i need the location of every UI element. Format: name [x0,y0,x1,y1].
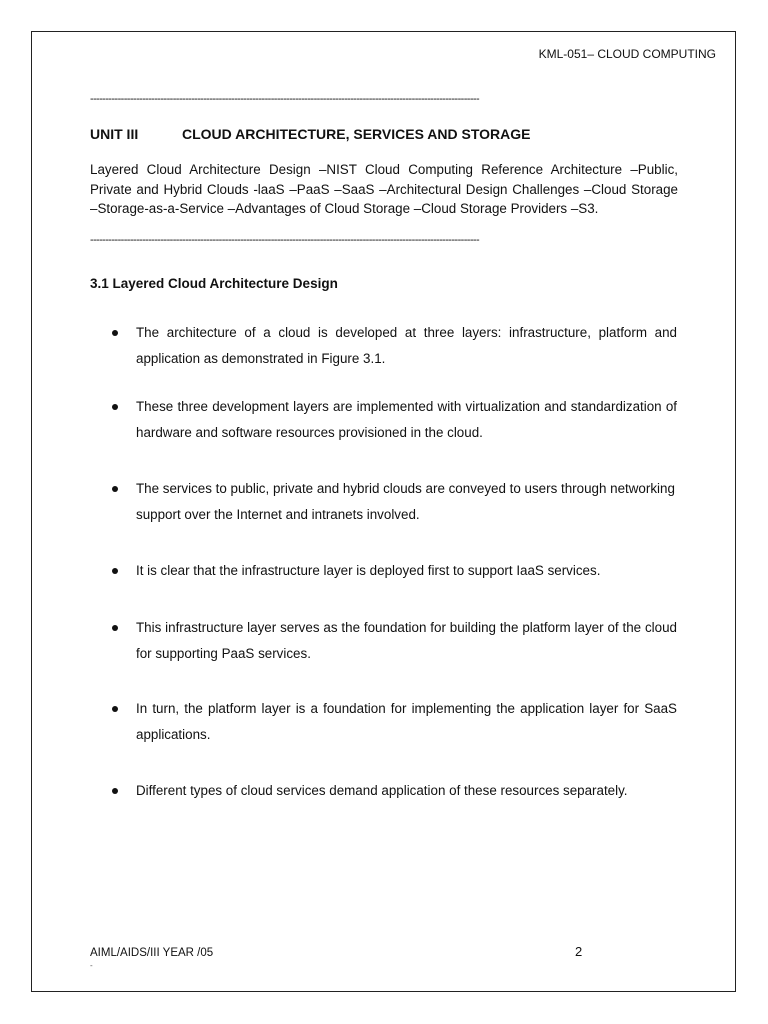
bullet-text: These three development layers are implemented with virtualization and standardization of hardware and software resources provisioned in the cloud. [136,399,677,440]
unit-syllabus: Layered Cloud Architecture Design –NIST Cloud Computing Reference Architecture –Public, Private and Hybrid Clouds -laaS –PaaS –SaaS –Architectural Design Challenges –Cloud Storage –Storage-as-a-Service –Advantages of Cloud Storage –Cloud Storage Providers –S3. [90,162,678,216]
footer-course-info [90,947,214,970]
list-item [112,320,677,371]
bullet-dot-icon [112,568,118,574]
bullet-text: The services to public, private and hybrid clouds are conveyed to users through networking support over the Internet and intranets involved. [136,481,675,522]
list-item [112,394,677,445]
bullet-dot-icon [112,625,118,631]
list-item [112,615,677,666]
bottom-divider: ------------------------------------------------------------------------------------------------------------------------------- [90,234,480,246]
list-item [112,558,677,584]
unit-title: CLOUD ARCHITECTURE, SERVICES AND STORAGE [182,126,531,142]
bullet-text: It is clear that the infrastructure layer is deployed first to support IaaS services. [136,563,601,578]
unit-heading [90,126,530,142]
bullet-text: Different types of cloud services demand application of these resources separately. [136,783,628,798]
list-item [112,696,677,747]
bullet-dot-icon [112,486,118,492]
footer-text: AIML/AIDS/III YEAR /05 [90,947,214,959]
bullet-text: In turn, the platform layer is a foundation for implementing the application layer for SaaS applications. [136,701,677,742]
list-item [112,476,677,527]
bullet-dot-icon [112,404,118,410]
top-divider: ------------------------------------------------------------------------------------------------------------------------------- [90,93,480,105]
bullet-dot-icon [112,706,118,712]
bullet-text: The architecture of a cloud is developed at three layers: infrastructure, platform and application as demonstrated in Figure 3.1. [136,325,677,366]
page-number: 2 [575,944,583,959]
bullet-text: This infrastructure layer serves as the foundation for building the platform layer of the cloud for supporting PaaS services. [136,620,677,661]
unit-label: UNIT III [90,126,139,142]
bullet-dot-icon [112,330,118,336]
footer-mark: - [90,961,93,970]
section-heading: 3.1 Layered Cloud Architecture Design [90,276,338,291]
list-item [112,778,677,804]
course-header: KML-051– CLOUD COMPUTING [538,47,716,61]
bullet-dot-icon [112,788,118,794]
